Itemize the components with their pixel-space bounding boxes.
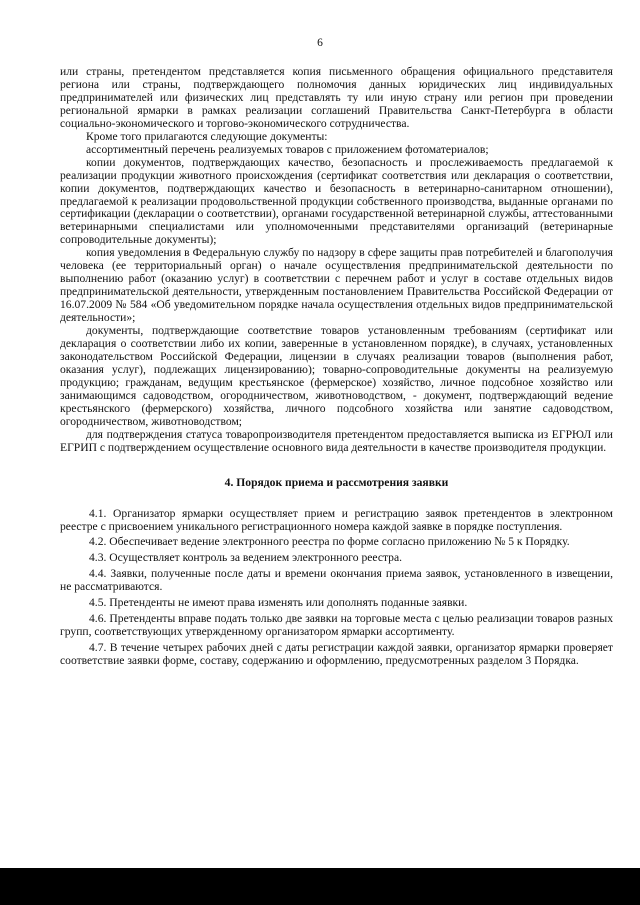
section-item-4-4: 4.4. Заявки, полученные после даты и времени окончания приема заявок, установленного в извещении, не рассматриваются. — [60, 567, 613, 594]
section-title: 4. Порядок приема и рассмотрения заявки — [224, 475, 449, 489]
paragraph-assortment-list: ассортиментный перечень реализуемых товаров с приложением фотоматериалов; — [86, 142, 489, 156]
page-number: 6 — [317, 37, 323, 49]
section-item-4-7: 4.7. В течение четырех рабочих дней с даты регистрации каждой заявки, организатор ярмарки проверяет соответствие заявки форме, составу, содержанию и оформлению, предусмотренных разделом 3 Порядка. — [60, 641, 613, 668]
paragraph-notification-copy: копия уведомления в Федеральную службу по надзору в сфере защиты прав потребителей и благополучия человека (ее территориальный орган) о начале осуществления предпринимательской деятельности по выполнению работ (оказанию услуг) в соответствии с перечнем работ и услуг в составе отдельных видов предпринимательской деятельности, утвержденным постановлением Правительства Российской Федерации от 16.07.2009 № 584 «Об уведомительном порядке начала осуществления отдельных видов предпринимательской деятельности»; — [60, 246, 613, 325]
paragraph-continuation: или страны, претендентом представляется копия письменного обращения официального представителя региона или страны, подтверждающего полномочия данных юридических лиц индивидуальных предпринимателей или физических лиц представлять ту или иную страну или регион при проведении региональной ярмарки в рамках реализации соглашений Правительства Санкт-Петербурга в области социально-экономического и торгово-экономического сотрудничества. — [60, 65, 613, 130]
section-item-4-3: 4.3. Осуществляет контроль за ведением электронного реестра. — [89, 551, 403, 565]
section-item-4-2: 4.2. Обеспечивает ведение электронного реестра по форме согласно приложению № 5 к Порядку. — [89, 535, 570, 549]
section-item-4-1: 4.1. Организатор ярмарки осуществляет прием и регистрацию заявок претендентов в электронном реестре с присвоением уникального регистрационного номера каждой заявке в порядке поступления. — [60, 506, 613, 533]
paragraph-conformity-documents: документы, подтверждающие соответствие товаров установленным требованиям (сертификат или декларация о соответствии либо их копии, заверенные в установленном порядке), в случаях, установленных законодательством Российской Федерации, лицензии в случаях реализации товаров (выполнения работ, оказания услуг), подлежащих лицензированию); товарно-сопроводительные документы на реализуемую продукцию; гражданам, ведущим крестьянское (фермерское) хозяйство, личное подсобное хозяйство или занимающимся садоводством, огородничеством, животноводством, - документ, подтверждающий ведение крестьянского (фермерского) хозяйства, личного подсобного хозяйства или занятие садоводством, огородничеством, животноводством; — [60, 324, 613, 428]
section-item-4-5: 4.5. Претенденты не имеют права изменять или дополнять поданные заявки. — [89, 596, 468, 610]
section-item-4-6: 4.6. Претенденты вправе подать только две заявки на торговые места с целью реализации товаров разных групп, соответствующих утвержденному организатором ярмарки ассортименту. — [60, 612, 613, 639]
paragraph-quality-documents: копии документов, подтверждающих качество, безопасность и прослеживаемость предлагаемой к реализации продукции животного происхождения (сертификат соответствия или декларация о соответствии, копии документов, подтверждающих качество и безопасность в ветеринарно-санитарном отношении), предлагаемой к реализации продовольственной продукции собственного производства, выданные органами по сертификации (декларации о соответствии), органами государственной ветеринарной службы, аттестованными ветеринарными специалистами или уполномоченными представителями организаций (ветеринарные сопроводительные документы); — [60, 155, 613, 247]
document-body — [60, 66, 613, 668]
paragraph-documents-intro: Кроме того прилагаются следующие документы: — [86, 129, 328, 143]
scan-bottom-edge — [0, 868, 640, 905]
paragraph-producer-status: для подтверждения статуса товаропроизводителя претендентом предоставляется выписка из ЕГРЮЛ или ЕГРИП с подтверждением осуществление основного вида деятельности в качестве производителя продукции. — [60, 427, 613, 454]
